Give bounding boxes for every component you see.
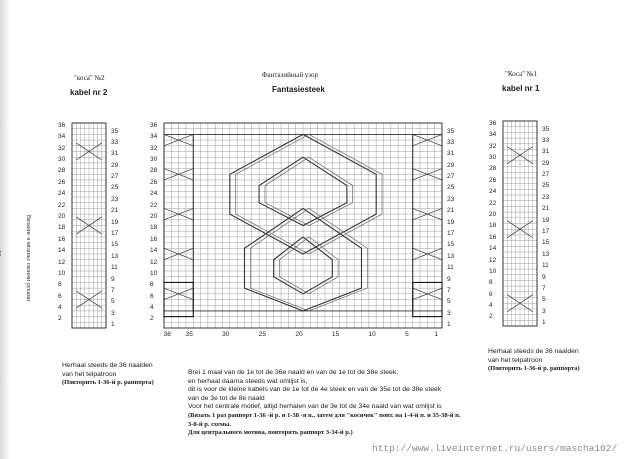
right-chart-title-nl: kabel nr 1 [502, 84, 540, 93]
row-number: 22 [489, 199, 497, 207]
row-number: 23 [542, 193, 550, 201]
row-number: 30 [150, 156, 158, 163]
row-number: 17 [542, 228, 550, 236]
row-number: 23 [111, 195, 119, 203]
row-number: 5 [447, 298, 451, 306]
row-number: 8 [58, 281, 62, 289]
row-number: 1 [111, 321, 115, 329]
row-number: 30 [489, 154, 497, 161]
row-number: 20 [150, 212, 158, 220]
row-number: 22 [150, 201, 158, 209]
row-number: 1 [447, 321, 451, 329]
row-number: 27 [542, 171, 550, 179]
center-note-line: en herhaal daarna steeds wat omlijst is, [188, 377, 308, 385]
row-number: 5 [111, 298, 115, 306]
row-number: 16 [58, 235, 66, 243]
row-number: 1 [542, 319, 546, 327]
center-motif-strand [236, 134, 382, 254]
right-note-nl-line: Herhaal steeds de 36 naalden [488, 348, 579, 355]
row-number: 8 [489, 279, 493, 287]
row-number: 33 [542, 136, 550, 144]
row-number: 30 [58, 156, 66, 163]
row-number: 20 [489, 210, 497, 218]
row-number: 14 [489, 245, 497, 253]
column-number: 30 [222, 331, 230, 338]
row-number: 14 [58, 247, 66, 255]
center-note-ru-line: Для центрального мотива, повторять раппорт 3-34-й р.) [188, 429, 353, 437]
row-number: 36 [150, 121, 158, 129]
row-number: 5 [542, 296, 546, 304]
row-number: 25 [111, 184, 119, 192]
row-number: 26 [489, 176, 497, 184]
row-number: 9 [111, 275, 115, 283]
row-number: 19 [542, 216, 550, 224]
row-number: 12 [489, 256, 497, 264]
row-number: 26 [58, 178, 66, 186]
row-number: 33 [111, 138, 119, 146]
row-number: 2 [150, 315, 154, 323]
row-number: 3 [542, 307, 546, 315]
row-number: 12 [150, 258, 158, 266]
row-number: 22 [58, 201, 66, 209]
row-number: 6 [58, 292, 62, 300]
row-number: 28 [150, 167, 158, 175]
row-number: 35 [542, 125, 550, 133]
row-number: 24 [150, 190, 158, 198]
row-number: 2 [58, 315, 62, 323]
center-note-ru-line: (Вязать 1 раз раппорт 1-36 -й р. и 1-38 -я п., затем для "косичек" повт. на 1-4-й п. и 35-38-й п. [188, 411, 461, 419]
row-number: 13 [111, 252, 119, 260]
row-number: 21 [542, 205, 550, 213]
left-chart-notes [62, 362, 154, 388]
left-chart-title-nl: kabel nr 2 [70, 88, 108, 97]
row-number: 18 [489, 222, 497, 230]
row-number: 32 [150, 144, 158, 152]
column-number: 38 [163, 331, 171, 338]
row-number: 36 [489, 119, 497, 127]
row-number: 32 [58, 144, 66, 152]
row-number: 4 [489, 302, 493, 310]
row-number: 19 [111, 218, 119, 226]
right-note-ru: (Повторить 1-36-й р. раппорта) [488, 365, 580, 373]
row-number: 26 [150, 178, 158, 186]
row-number: 7 [111, 286, 115, 294]
row-number: 15 [111, 241, 119, 249]
row-number: 35 [111, 127, 119, 135]
column-number: 25 [258, 331, 266, 338]
row-number: 16 [150, 235, 158, 243]
row-number: 29 [542, 159, 550, 167]
row-number: 34 [150, 133, 158, 141]
row-number: 36 [58, 121, 66, 129]
row-number: 11 [111, 264, 118, 272]
row-number: 17 [111, 230, 119, 238]
row-number: 23 [447, 195, 455, 203]
row-number: 20 [58, 212, 66, 220]
row-number: 32 [489, 142, 497, 150]
column-number: 15 [331, 331, 340, 338]
row-number: 7 [447, 286, 451, 294]
row-number: 6 [489, 290, 493, 298]
row-number: 11 [542, 262, 549, 270]
center-note-line: Brei 1 maal van de 1e tot de 36e naald en van de 1e tot de 38e steek, [188, 369, 399, 376]
row-number: 21 [447, 207, 455, 215]
row-number: 12 [58, 258, 66, 266]
column-number: 20 [295, 331, 303, 338]
center-note-ru-line: 3-8-й р. схемы. [188, 420, 231, 428]
row-number: 13 [542, 250, 550, 258]
row-number: 27 [111, 173, 119, 181]
left-note-nl-line: van het telpatroon [62, 370, 117, 378]
row-number: 35 [447, 127, 455, 135]
row-number: 25 [542, 182, 550, 190]
side-vertical-text: Вязание и вязанье своими руками [25, 214, 31, 302]
row-number: 11 [447, 264, 454, 272]
row-number: 34 [58, 133, 66, 141]
left-note-ru: (Повторить 1-36-й р. раппорта) [62, 379, 154, 387]
row-number: 25 [447, 184, 455, 192]
row-number: 29 [111, 161, 119, 169]
center-note-line: Voor het centrale motief, altijd herhalen van de 3e tot de 34e naald van wat omlijst is [188, 403, 442, 411]
row-number: 7 [542, 284, 546, 292]
column-number: 5 [405, 331, 409, 338]
row-number: 24 [489, 188, 497, 196]
center-note-line: van de 3e tot de 8e naald [188, 394, 265, 402]
row-number: 17 [447, 230, 455, 238]
row-number: 8 [150, 281, 154, 289]
row-number: 31 [111, 150, 119, 158]
row-number: 10 [489, 267, 497, 275]
row-number: 3 [111, 309, 115, 317]
row-number: 28 [489, 165, 497, 173]
column-number: 35 [185, 331, 193, 338]
row-number: 3 [447, 309, 451, 317]
column-number: 1 [434, 331, 438, 338]
row-number: 15 [542, 239, 550, 247]
row-number: 24 [58, 190, 66, 198]
row-number: 9 [542, 273, 546, 281]
center-chart-title-nl: Fantasiesteek [272, 85, 325, 94]
right-chart-title-ru: "Коса" №1 [505, 70, 537, 78]
row-number: 16 [489, 233, 497, 241]
center-note-line: dit is voor de kleine kabels van de 1e tot de 4e steek en van de 35e tot de 38e steek [188, 386, 442, 394]
center-chart-title-ru: Фантазийный узор [262, 71, 319, 79]
right-note-nl-line: van het telpatroon [488, 356, 543, 364]
row-number: 2 [489, 313, 493, 321]
row-number: 10 [150, 269, 158, 277]
row-number: 33 [447, 138, 455, 146]
row-number: 18 [58, 224, 66, 232]
row-number: 31 [542, 148, 550, 156]
row-number: 31 [447, 150, 455, 158]
row-number: 21 [111, 207, 119, 215]
watermark-url: http://www.liveinternet.ru/users/mascha102/ [372, 443, 618, 454]
row-number: 10 [58, 269, 66, 277]
left-note-nl-line: Herhaal steeds de 36 naalden [62, 362, 153, 369]
left-chart-title-ru: "коса" №2 [74, 74, 105, 82]
right-chart-notes [488, 348, 580, 374]
row-number: 4 [150, 304, 154, 312]
center-chart-notes [188, 369, 461, 438]
row-number: 14 [150, 247, 158, 255]
row-number: 4 [58, 304, 62, 312]
row-number: 28 [58, 167, 66, 175]
row-number: 27 [447, 173, 455, 181]
row-number: 6 [150, 292, 154, 300]
row-number: 18 [150, 224, 158, 232]
row-number: 15 [447, 241, 455, 249]
column-number: 10 [368, 331, 376, 338]
row-number: 13 [447, 252, 455, 260]
row-number: 34 [489, 131, 497, 139]
row-number: 9 [447, 275, 451, 283]
row-number: 29 [447, 161, 455, 169]
row-number: 19 [447, 218, 455, 226]
